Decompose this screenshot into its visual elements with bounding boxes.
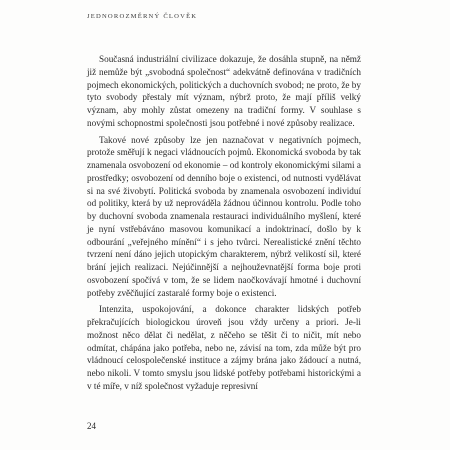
page-number: 24 bbox=[87, 421, 96, 431]
body-text bbox=[87, 53, 361, 397]
running-head: JEDNOROZMĚRNÝ ČLOVĚK bbox=[87, 13, 198, 20]
paragraph: Intenzita, uspokojování, a dokonce charakter lidských potřeb překračujících biologickou úroveň jsou vždy určeny a priori. Je-li možnost něco dělat či nedělat, z něčeho se těšit či to ničit, mít nebo odmítat, chápána jako potřeba, nebo ne, závisí na tom, zda může být pro vládnoucí celospolečenské instituce a zájmy brána jako žádoucí a nutná, nebo nikoli. V tomto smyslu jsou lidské potřeby potřebami historickými a v té míře, v níž společnost vyžaduje represivní bbox=[87, 304, 361, 391]
paragraph: Současná industriální civilizace dokazuje, že dosáhla stupně, na němž již nemůže být „svobodná společnost“ adekvátně definována v tradičních pojmech ekonomických, politických a duchovních svobod; ne proto, že by tyto svobody přestaly mít význam, nýbrž proto, že mají příliš velký význam, aby mohly zůstat omezeny na tradiční formy. V souhlase s novými schopnostmi společnosti jsou potřebné i nové způsoby realizace. bbox=[87, 54, 361, 128]
paragraph: Takové nové způsoby lze jen naznačovat v negativních pojmech, protože směřují k negaci vládnoucích pojmů. Ekonomická svoboda by tak znamenala osvobození od ekonomie – od kontroly ekonomickými silami a prostředky; osvobození od denního boje o existenci, od nutnosti vydělávat si na své živobytí. Politická svoboda by znamenala osvobození individuí od politiky, která by už neprováděla žádnou účinnou kontrolu. Podle toho by duchovní svoboda znamenala restauraci individuálního myšlení, které je nyní vstřebáváno masovou komunikací a indoktrinací, došlo by k odbourání „veřejného mínění“ i s jeho tvůrci. Nerealistické znění těchto tvrzení není dáno jejich utopickým charakterem, nýbrž velikostí sil, které brání jejich realizaci. Nejúčinnější a nejhouževnatější forma boje proti osvobození spočívá v tom, že se lidem naočkovávají hmotné i duchovní potřeby zvěčňující zastaralé formy boje o existenci. bbox=[87, 134, 361, 298]
